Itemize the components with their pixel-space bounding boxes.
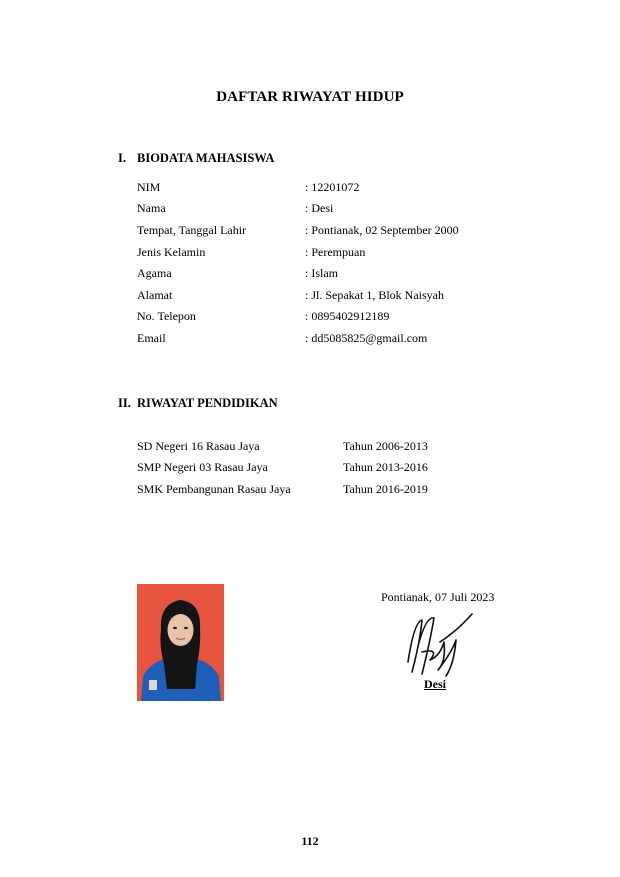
education-row	[137, 439, 428, 454]
biodata-label: Jenis Kelamin	[137, 245, 206, 259]
biodata-value: : Islam	[305, 266, 338, 280]
school-years: Tahun 2016-2019	[343, 482, 428, 496]
biodata-label: Nama	[137, 201, 166, 215]
biodata-row	[137, 201, 333, 216]
biodata-label: Alamat	[137, 288, 173, 302]
section-heading-education	[118, 396, 278, 411]
biodata-row	[137, 288, 444, 303]
biodata-value: : Perempuan	[305, 245, 366, 259]
biodata-value: : Jl. Sepakat 1, Blok Naisyah	[305, 288, 444, 302]
biodata-value: : 12201072	[305, 180, 360, 194]
school-name: SMK Pembangunan Rasau Jaya	[137, 482, 291, 496]
biodata-row	[137, 266, 338, 281]
profile-photo	[137, 584, 224, 701]
biodata-row	[137, 331, 427, 346]
biodata-label: Tempat, Tanggal Lahir	[137, 223, 247, 237]
biodata-label: NIM	[137, 180, 161, 194]
biodata-row	[137, 245, 365, 260]
section-number: II.	[118, 396, 131, 410]
biodata-row	[137, 180, 359, 195]
section-title: RIWAYAT PENDIDIKAN	[137, 396, 278, 410]
signature-icon	[400, 612, 474, 680]
biodata-label: Email	[137, 331, 166, 345]
education-row	[137, 482, 428, 497]
place-date: Pontianak, 07 Juli 2023	[381, 590, 495, 604]
biodata-label: Agama	[137, 266, 172, 280]
biodata-value: : dd5085825@gmail.com	[305, 331, 428, 345]
school-years: Tahun 2006-2013	[343, 439, 428, 453]
education-row	[137, 460, 428, 475]
biodata-value: : Desi	[305, 201, 334, 215]
school-name: SD Negeri 16 Rasau Jaya	[137, 439, 260, 453]
page-number: 112	[301, 834, 319, 848]
school-name: SMP Negeri 03 Rasau Jaya	[137, 460, 268, 474]
page-title: DAFTAR RIWAYAT HIDUP	[216, 89, 404, 105]
signer-name: Desi	[424, 677, 446, 691]
biodata-value: : Pontianak, 02 September 2000	[305, 223, 459, 237]
biodata-row	[137, 309, 389, 324]
biodata-value: : 0895402912189	[305, 309, 390, 323]
section-number: I.	[118, 151, 126, 165]
school-years: Tahun 2013-2016	[343, 460, 428, 474]
section-heading-biodata	[118, 151, 274, 166]
biodata-label: No. Telepon	[137, 309, 196, 323]
person-portrait-icon	[137, 584, 224, 701]
section-title: BIODATA MAHASISWA	[137, 151, 275, 165]
biodata-row	[137, 223, 459, 238]
